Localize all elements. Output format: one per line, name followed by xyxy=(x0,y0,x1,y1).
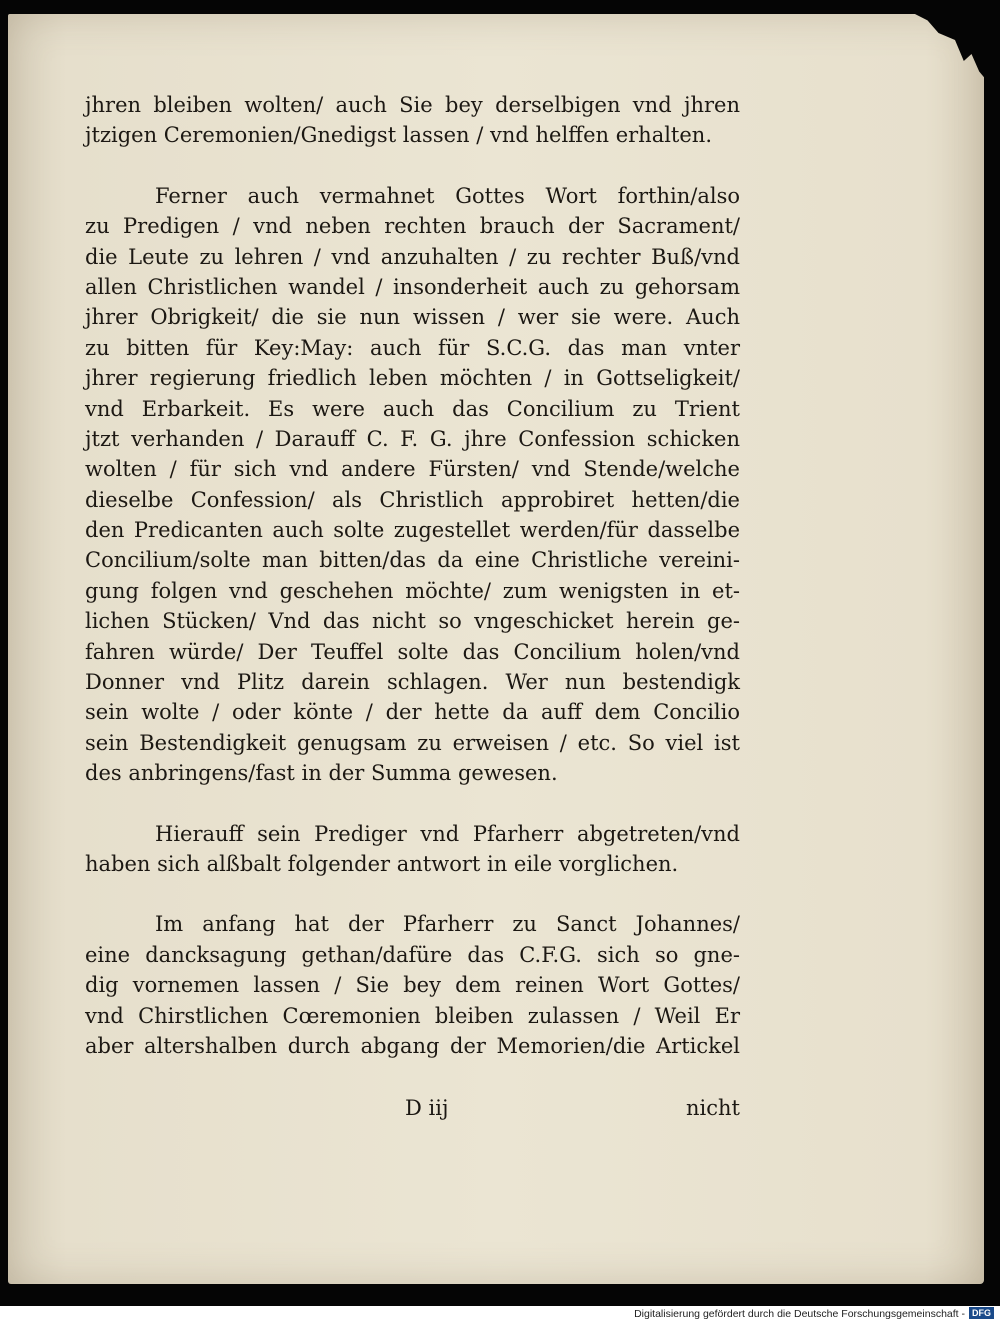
text-line: vnd Chirstlichen Cœremonien bleiben zulassen / Weil Er xyxy=(85,1003,740,1028)
text-line: gung folgen vnd geschehen möchte/ zum wenigsten in et- xyxy=(85,578,740,603)
text-line: allen Christlichen wandel / insonderheit auch zu gehorsam xyxy=(85,274,740,299)
text-line: Ferner auch vermahnet Gottes Wort forthin/also xyxy=(155,183,740,208)
text-line: Donner vnd Plitz darein schlagen. Wer nun bestendigk xyxy=(85,670,740,695)
paragraph-gap xyxy=(85,151,740,181)
text-line: lichen Stücken/ Vnd das nicht so vngeschicket herein ge- xyxy=(85,609,740,634)
text-line: sein wolte / oder könte / der hette da auff dem Concilio xyxy=(85,700,740,725)
text-line: jhrer Obrigkeit/ die sie nun wissen / wer sie were. Auch xyxy=(85,305,740,330)
text-line: vnd Erbarkeit. Es were auch das Concilium zu Trient xyxy=(85,396,740,421)
text-line: jtzt verhanden / Darauff C. F. G. jhre Confession schicken xyxy=(85,426,740,451)
text-line: jtzigen Ceremonien/Gnedigst lassen / vnd helffen erhalten. xyxy=(85,123,712,148)
text-line: wolten / für sich vnd andere Fürsten/ vnd Stende/welche xyxy=(85,457,740,482)
text-line: den Predicanten auch solte zugestellet werden/für dasselbe xyxy=(85,518,740,543)
text-line: fahren würde/ Der Teuffel solte das Concilium holen/vnd xyxy=(85,639,740,664)
page-body-text xyxy=(85,90,740,1061)
text-line: die Leute zu lehren / vnd anzuhalten / zu rechter Buß/vnd xyxy=(85,244,740,269)
funding-credit-bar xyxy=(0,1306,1000,1323)
text-line: zu bitten für Key:May: auch für S.C.G. das man vnter xyxy=(85,335,740,360)
signature-mark: D iij xyxy=(405,1096,449,1120)
text-line: des anbringens/fast in der Summa gewesen. xyxy=(85,761,558,786)
credit-text: Digitalisierung gefördert durch die Deutsche Forschungsgemeinschaft - xyxy=(634,1308,965,1320)
text-line: haben sich alßbalt folgender antwort in eile vorglichen. xyxy=(85,851,679,876)
text-line: jhrer regierung friedlich leben möchten / in Gottseligkeit/ xyxy=(85,366,740,391)
page-footer xyxy=(85,1096,740,1128)
text-line: dieselbe Confession/ als Christlich approbiret hetten/die xyxy=(85,487,740,512)
text-line: jhren bleiben wolten/ auch Sie bey derselbigen vnd jhren xyxy=(85,93,740,117)
paragraph-gap xyxy=(85,789,740,819)
paragraph-gap xyxy=(85,879,740,909)
book-page xyxy=(8,14,984,1284)
text-line: Concilium/solte man bitten/das da eine Christliche vereini- xyxy=(85,548,740,573)
catchword: nicht xyxy=(686,1096,740,1120)
text-line: zu Predigen / vnd neben rechten brauch der Sacrament/ xyxy=(85,214,740,239)
text-line: dig vornemen lassen / Sie bey dem reinen Wort Gottes/ xyxy=(85,973,740,998)
text-line: aber altershalben durch abgang der Memorien/die Artickel xyxy=(85,1033,740,1058)
text-line: Im anfang hat der Pfarherr zu Sanct Johannes/ xyxy=(155,912,740,937)
dfg-logo: DFG xyxy=(969,1307,994,1319)
text-line: Hierauff sein Prediger vnd Pfarherr abgetreten/vnd xyxy=(155,821,740,846)
text-line: eine dancksagung gethan/dafüre das C.F.G. sich so gne- xyxy=(85,942,740,967)
text-line: sein Bestendigkeit genugsam zu erweisen / etc. So viel ist xyxy=(85,730,740,755)
